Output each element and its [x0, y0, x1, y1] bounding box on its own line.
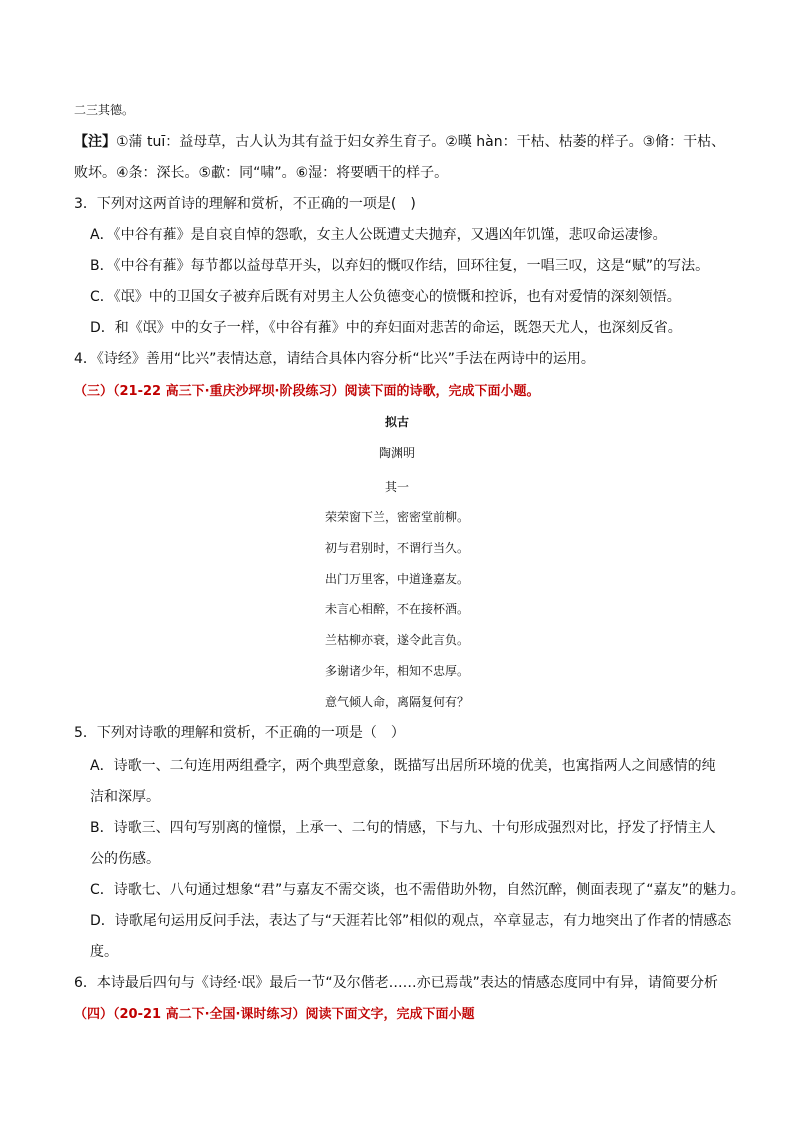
- note-text-1: ①蒲 tuī：益母草，古人认为其有益于妇女养生育子。②暵 hàn：干枯、枯萎的样子。③脩：干枯、: [116, 134, 726, 150]
- note-line-1: [74, 132, 725, 152]
- note-line-2: 败坏。④条：深长。⑤歗：同“啸”。⑥湿：将要晒干的样子。: [74, 165, 449, 181]
- question-5-option-b-cont: 公的伤感。: [90, 851, 160, 867]
- poem-line: 多谢诸少年，相知不忠厚。: [324, 664, 469, 678]
- poem-line: 意气倾人命，离隔复何有？: [324, 695, 469, 709]
- poem-line: 荣荣窗下兰，密密堂前柳。: [324, 510, 469, 524]
- poem-line: 兰枯柳亦衰，遂令此言负。: [324, 633, 469, 647]
- poem-subtitle: 其一: [384, 480, 409, 494]
- poem-author: 陶渊明: [378, 446, 415, 460]
- poem-title: 拟古: [384, 415, 409, 429]
- note-label: 【注】: [74, 134, 116, 150]
- question-5-option-a-cont: 洁和深厚。: [90, 789, 160, 805]
- question-3-option-d: D．和《氓》中的女子一样，《中谷有蓷》中的弃妇面对悲苦的命运，既怨天尤人，也深刻反省。: [90, 320, 682, 336]
- question-5-option-a: A．诗歌一、二句连用两组叠字，两个典型意象，既描写出居所环境的优美，也寓指两人之间感情的纯: [90, 758, 716, 774]
- question-5-option-d: D．诗歌尾句运用反问手法，表达了与“天涯若比邻”相似的观点，卒章显志，有力地突出了作者的情感态: [90, 913, 732, 929]
- question-5-option-b: B．诗歌三、四句写别离的憧憬，上承一、二句的情感，下与九、十句形成强烈对比，抒发了抒情主人: [90, 820, 716, 836]
- question-5-option-c: C．诗歌七、八句通过想象“君”与嘉友不需交谈，也不需借助外物，自然沉醉，侧面表现了“嘉友”的魅力。: [90, 882, 745, 898]
- question-3-option-a: A．《中谷有蓷》是自哀自悼的怨歌，女主人公既遭丈夫抛弃，又遇凶年饥馑，悲叹命运凄惨。: [90, 227, 667, 243]
- question-3-option-b: B．《中谷有蓷》每节都以益母草开头，以弃妇的慨叹作结，回环往复，一唱三叹，这是“赋”的写法。: [90, 258, 710, 274]
- section-4-header: （四）（20-21 高二下·全国·课时练习）阅读下面文字，完成下面小题: [74, 1007, 475, 1022]
- poem-line: 初与君别时，不谓行当久。: [324, 541, 469, 555]
- question-5-stem: 5．下列对诗歌的理解和赏析，不正确的一项是（ ）: [74, 725, 405, 741]
- question-3-stem: 3．下列对这两首诗的理解和赏析，不正确的一项是( ): [74, 196, 416, 212]
- poem-line: 出门万里客，中道逢嘉友。: [324, 572, 469, 586]
- question-3-option-c: C．《氓》中的卫国女子被弃后既有对男主人公负德变心的愤慨和控诉，也有对爱情的深刻领悟。: [90, 289, 681, 305]
- question-4-stem: 4．《诗经》善用“比兴”表情达意，请结合具体内容分析“比兴”手法在两诗中的运用。: [74, 351, 595, 367]
- top-fragment: 二三其德。: [74, 103, 135, 117]
- question-6-stem: 6．本诗最后四句与《诗经·氓》最后一节“及尔偕老……亦已焉哉”表达的情感态度同中有异，请简要分析: [74, 975, 718, 991]
- poem-line: 未言心相醉，不在接杯酒。: [324, 602, 469, 616]
- question-5-option-d-cont: 度。: [90, 944, 118, 960]
- section-3-header: （三）（21-22 高三下·重庆沙坪坝·阶段练习）阅读下面的诗歌，完成下面小题。: [74, 384, 540, 399]
